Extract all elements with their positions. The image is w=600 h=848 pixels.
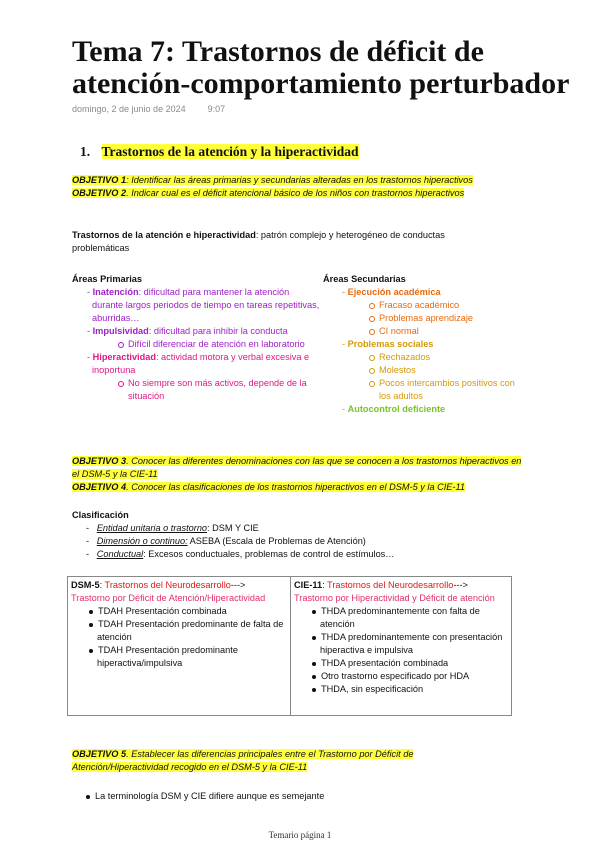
page-date	[72, 104, 247, 114]
impulsivity-term: Impulsividad	[92, 326, 149, 336]
objective-5	[72, 748, 492, 774]
classification-heading: Clasificación	[72, 510, 129, 520]
classification-term: Dimensión o continuo:	[96, 536, 188, 546]
impulsivity-subtext: Difícil diferenciar de atención en laboratorio	[128, 339, 305, 349]
cie-category: Trastornos del Neurodesarrollo	[327, 580, 454, 590]
objective-4-text: . Conocer las clasificaciones de los trastornos hiperactivos en el DSM-5 y la CIE-11	[126, 482, 466, 492]
hyperactivity-subtext: No siempre son más activos, depende de la situación	[128, 378, 307, 401]
date-text: domingo, 2 de junio de 2024	[72, 104, 186, 114]
cie-item: THDA predominantemente con presentación hiperactiva e impulsiva	[320, 631, 508, 657]
dsm-category: Trastornos del Neurodesarrollo	[104, 580, 231, 590]
selfcontrol-item: - Autocontrol deficiente	[342, 404, 446, 414]
objectives-1-2	[72, 174, 522, 200]
dsm-item: TDAH Presentación predominante hiperactiva/impulsiva	[97, 644, 287, 670]
primary-heading: Áreas Primarias	[72, 274, 142, 284]
circle-bullet-icon	[369, 368, 375, 374]
page-footer: Temario página 1	[268, 830, 332, 840]
circle-bullet-icon	[369, 329, 375, 335]
classification-term: Conductual	[96, 549, 144, 559]
definition	[72, 229, 492, 255]
social-label: Problemas sociales	[347, 339, 434, 349]
objective-2-text: . Indicar cual es el déficit atencional básico de los niños con trastornos hiperactivos	[126, 188, 465, 198]
objective-1-label: OBJETIVO 1	[72, 175, 127, 185]
social-subitem: Molestos	[379, 364, 523, 377]
objectives-3-4	[72, 455, 522, 494]
cie-item: THDA presentación combinada	[320, 657, 508, 670]
selfcontrol-label: Autocontrol deficiente	[347, 404, 446, 414]
definition-term: Trastornos de la atención e hiperactividad	[72, 230, 256, 240]
inattention-item: - Inatención: dificultad para mantener la atención durante largos periodos de tiempo en tareas repetitivas, aburridas…	[87, 287, 320, 323]
note	[86, 790, 324, 803]
cie-item: THDA, sin especificación	[320, 683, 508, 696]
secondary-heading: Áreas Secundarias	[323, 274, 406, 284]
academic-subitems	[323, 299, 523, 338]
note-text: La terminología DSM y CIE difiere aunque es semejante	[95, 791, 325, 801]
impulsivity-subitem	[72, 338, 322, 351]
social-subitems	[323, 351, 523, 403]
classification-item: - Conductual: Excesos conductuales, problemas de control de estímulos…	[86, 549, 395, 559]
inattention-text: : dificultad para mantener la atención durante largos periodos de tiempo en tareas repetitivas, aburridas…	[92, 287, 320, 323]
cie-item: THDA predominantemente con falta de atención	[320, 605, 508, 631]
inattention-term: Inatención	[92, 287, 139, 297]
objective-3-label: OBJETIVO 3	[72, 456, 127, 466]
hyperactivity-item: - Hiperactividad: actividad motora y verbal excesiva e inoportuna	[87, 352, 310, 375]
academic-item: - Ejecución académica	[342, 287, 441, 297]
dsm-cell: DSM-5: Trastornos del Neurodesarrollo---> Trastorno por Déficit de Atención/Hiperactividad TDAH Presentación combinada TDAH Presentación predominante de falta de atención TDAH Presentación predominante hiperactiva/impulsiva	[68, 577, 291, 716]
academic-subitem: Fracaso académico	[369, 299, 523, 312]
cie-label: CIE-11	[294, 580, 323, 590]
circle-bullet-icon	[369, 303, 375, 309]
comparison-table	[67, 576, 512, 716]
page-title: Tema 7: Trastornos de déficit de atención-comportamiento perturbador	[72, 35, 570, 100]
social-item: - Problemas sociales	[342, 339, 434, 349]
hyperactivity-term: Hiperactividad	[92, 352, 156, 362]
circle-bullet-icon	[369, 355, 375, 361]
dsm-item: TDAH Presentación combinada	[97, 605, 287, 618]
impulsivity-item: - Impulsividad: dificultad para inhibir la conducta	[87, 326, 288, 336]
section-heading	[80, 144, 359, 160]
cie-item: Otro trastorno especificado por HDA	[320, 670, 508, 683]
impulsivity-text: : dificultad para inhibir la conducta	[148, 326, 288, 336]
classification-term: Entidad unitaria o trastorno	[96, 523, 208, 533]
circle-bullet-icon	[369, 316, 375, 322]
classification-item: - Entidad unitaria o trastorno: DSM Y CIE	[86, 523, 259, 533]
dsm-item: TDAH Presentación predominante de falta de atención	[97, 618, 287, 644]
academic-subitem: Problemas aprendizaje	[369, 312, 523, 325]
objective-2-label: OBJETIVO 2	[72, 188, 127, 198]
hyperactivity-subitem	[72, 377, 322, 403]
social-subitem: Rechazados	[379, 351, 523, 364]
cie-disorder: Trastorno por Hiperactividad y Déficit de atención	[294, 593, 495, 603]
dsm-label: DSM-5	[71, 580, 100, 590]
primary-areas	[72, 273, 322, 403]
circle-bullet-icon	[118, 381, 124, 387]
academic-subitem: CI normal	[369, 325, 523, 338]
objective-5-text: . Establecer las diferencias principales entre el Trastorno por Déficit de Atención/Hiperactividad recogido en el DSM-5 y la CIE-11	[72, 749, 414, 772]
dsm-disorder: Trastorno por Déficit de Atención/Hiperactividad	[71, 593, 266, 603]
classification	[72, 509, 532, 561]
definition-text: : patrón complejo y heterogéneo de conductas problemáticas	[72, 230, 445, 253]
objective-4-label: OBJETIVO 4	[72, 482, 127, 492]
circle-bullet-icon	[369, 381, 375, 387]
hyperactivity-text: : actividad motora y verbal excesiva e inoportuna	[92, 352, 310, 375]
circle-bullet-icon	[118, 342, 124, 348]
section-title: Trastornos de la atención y la hiperactividad	[101, 144, 359, 159]
objective-1-text: : Identificar las áreas primarias y secundarias alteradas en los trastornos hiperactivos	[126, 175, 473, 185]
objective-3-text: . Conocer las diferentes denominaciones con las que se conocen a los trastornos hiperactivos en el DSM-5 y la CIE-11	[72, 456, 522, 479]
social-subitem: Pocos intercambios positivos con los adultos	[379, 377, 523, 403]
classification-item: - Dimensión o continuo: ASEBA (Escala de Problemas de Atención)	[86, 536, 366, 546]
academic-label: Ejecución académica	[347, 287, 441, 297]
objective-5-label: OBJETIVO 5	[72, 749, 127, 759]
secondary-areas	[323, 273, 523, 416]
cie-cell: CIE-11: Trastornos del Neurodesarrollo---> Trastorno por Hiperactividad y Déficit de atención THDA predominantemente con falta de atención THDA predominantemente con presentación hiperactiva e impulsiva THDA presentación combinada Otro trastorno especificado por HDA THDA, sin especificación	[291, 577, 512, 716]
section-number: 1.	[80, 144, 91, 159]
time-text: 9:07	[207, 104, 226, 114]
